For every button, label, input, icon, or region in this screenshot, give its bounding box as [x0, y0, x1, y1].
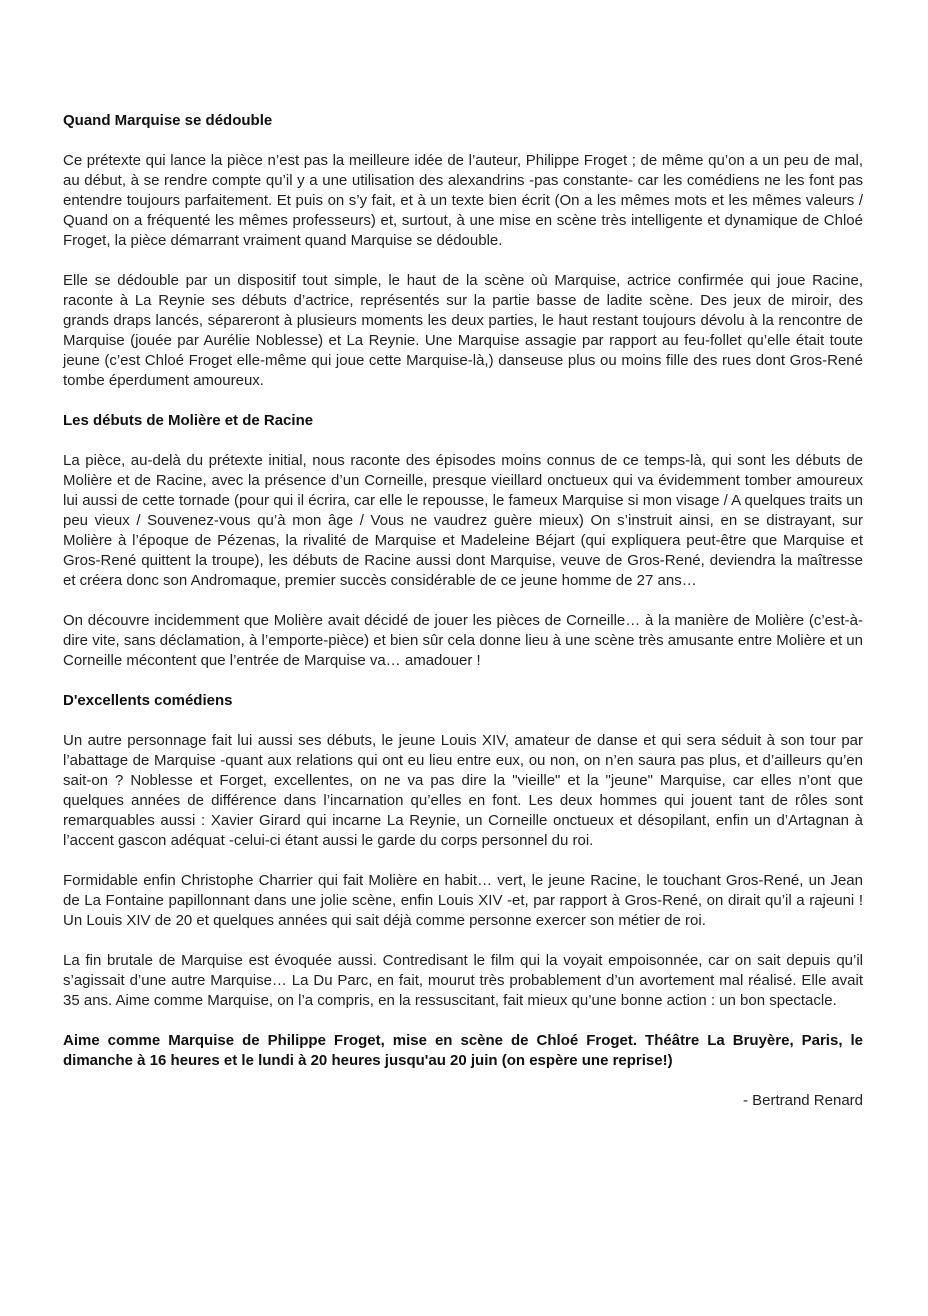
paragraph: Un autre personnage fait lui aussi ses débuts, le jeune Louis XIV, amateur de danse et qui sera séduit à son tour par l’abattage de Marquise -quant aux relations qui ont eu lieu entre eux, ou non, on n’en saura pas plus, et d’ailleurs qu’en sait-on ? Noblesse et Forget, excellentes, on ne va pas dire la "vieille" et la "jeune" Marquise, car elles n’ont que quelques années de différence dans l’incarnation qu’elles en font. Les deux hommes qui jouent tant de rôles sont remarquables aussi : Xavier Girard qui incarne La Reynie, un Corneille onctueux et désopilant, enfin un d’Artagnan à l’accent gascon adéquat -celui-ci étant aussi le garde du corps personnel du roi.: [63, 732, 863, 849]
section-excellents-comediens: [63, 691, 863, 1011]
article: [63, 111, 863, 1111]
show-info: Aime comme Marquise de Philippe Froget, mise en scène de Chloé Froget. Théâtre La Bruyère, Paris, le dimanche à 16 heures et le lundi à 20 heures jusqu'au 20 juin (on espère une reprise!): [63, 1032, 863, 1069]
author-signature: - Bertrand Renard: [742, 1092, 863, 1109]
section-heading: Quand Marquise se dédouble: [63, 112, 273, 129]
paragraph: La pièce, au-delà du prétexte initial, nous raconte des épisodes moins connus de ce temps-là, qui sont les débuts de Molière et de Racine, avec la présence d’un Corneille, presque vieillard onctueux qui va évidemment tomber amoureux lui aussi de cette tornade (pour qui il écrira, car elle le repousse, le fameux Marquise si mon visage / A quelques traits un peu vieux / Souvenez-vous qu’à mon âge / Vous ne vaudrez guère mieux) On s’instruit ainsi, en se distrayant, sur Molière à l’époque de Pézenas, la rivalité de Marquise et Madeleine Béjart (qui expliquera peut-être que Marquise et Gros-René quittent la troupe), les débuts de Racine aussi dont Marquise, veuve de Gros-René, deviendra la maîtresse et créera donc son Andromaque, premier succès considérable de ce jeune homme de 27 ans…: [63, 452, 863, 589]
paragraph: Elle se dédouble par un dispositif tout simple, le haut de la scène où Marquise, actrice confirmée qui joue Racine, raconte à La Reynie ses débuts d’actrice, représentés sur la partie basse de ladite scène. Des jeux de miroir, des grands draps lancés, sépareront à plusieurs moments les deux parties, le haut restant toujours dévolu à la rencontre de Marquise (jouée par Aurélie Noblesse) et La Reynie. Une Marquise assagie par rapport au feu-follet qu’elle était toute jeune (c’est Chloé Froget elle-même qui joue cette Marquise-là,) danseuse plus ou moins fille des rues dont Gros-René tombe éperdument amoureux.: [63, 272, 863, 389]
section-heading: D'excellents comédiens: [63, 692, 233, 709]
section-debuts-moliere-racine: [63, 411, 863, 671]
paragraph: On découvre incidemment que Molière avait décidé de jouer les pièces de Corneille… à la manière de Molière (c’est-à-dire vite, sans déclamation, à l’emporte-pièce) et bien sûr cela donne lieu à une scène très amusante entre Molière et un Corneille mécontent que l’entrée de Marquise va… amadouer !: [63, 612, 863, 669]
paragraph: La fin brutale de Marquise est évoquée aussi. Contredisant le film qui la voyait empoisonnée, car on sait depuis qu’il s’agissait d’une autre Marquise… La Du Parc, en fait, mourut très probablement d’un avortement mal réalisé. Elle avait 35 ans. Aime comme Marquise, on l’a compris, en la ressuscitant, fait mieux qu’une bonne action : un bon spectacle.: [63, 952, 863, 1009]
section-marquise-se-dedouble: [63, 111, 863, 391]
paragraph: Formidable enfin Christophe Charrier qui fait Molière en habit… vert, le jeune Racine, le touchant Gros-René, un Jean de La Fontaine papillonnant dans une jolie scène, enfin Louis XIV -et, par rapport à Gros-René, on dirait qu’il a rajeuni ! Un Louis XIV de 20 et quelques années qui sait déjà comme personne exercer son métier de roi.: [63, 872, 863, 929]
section-heading: Les débuts de Molière et de Racine: [63, 412, 314, 429]
paragraph: Ce prétexte qui lance la pièce n’est pas la meilleure idée de l’auteur, Philippe Froget ; de même qu’on a un peu de mal, au début, à se rendre compte qu’il y a une utilisation des alexandrins -pas constante- car les comédiens ne les font pas entendre toujours parfaitement. Et puis on s’y fait, et à un texte bien écrit (On a les mêmes mots et les mêmes valeurs / Quand on a fréquenté les mêmes professeurs) et, surtout, à une mise en scène très intelligente et dynamique de Chloé Froget, la pièce démarrant vraiment quand Marquise se dédouble.: [63, 152, 863, 249]
